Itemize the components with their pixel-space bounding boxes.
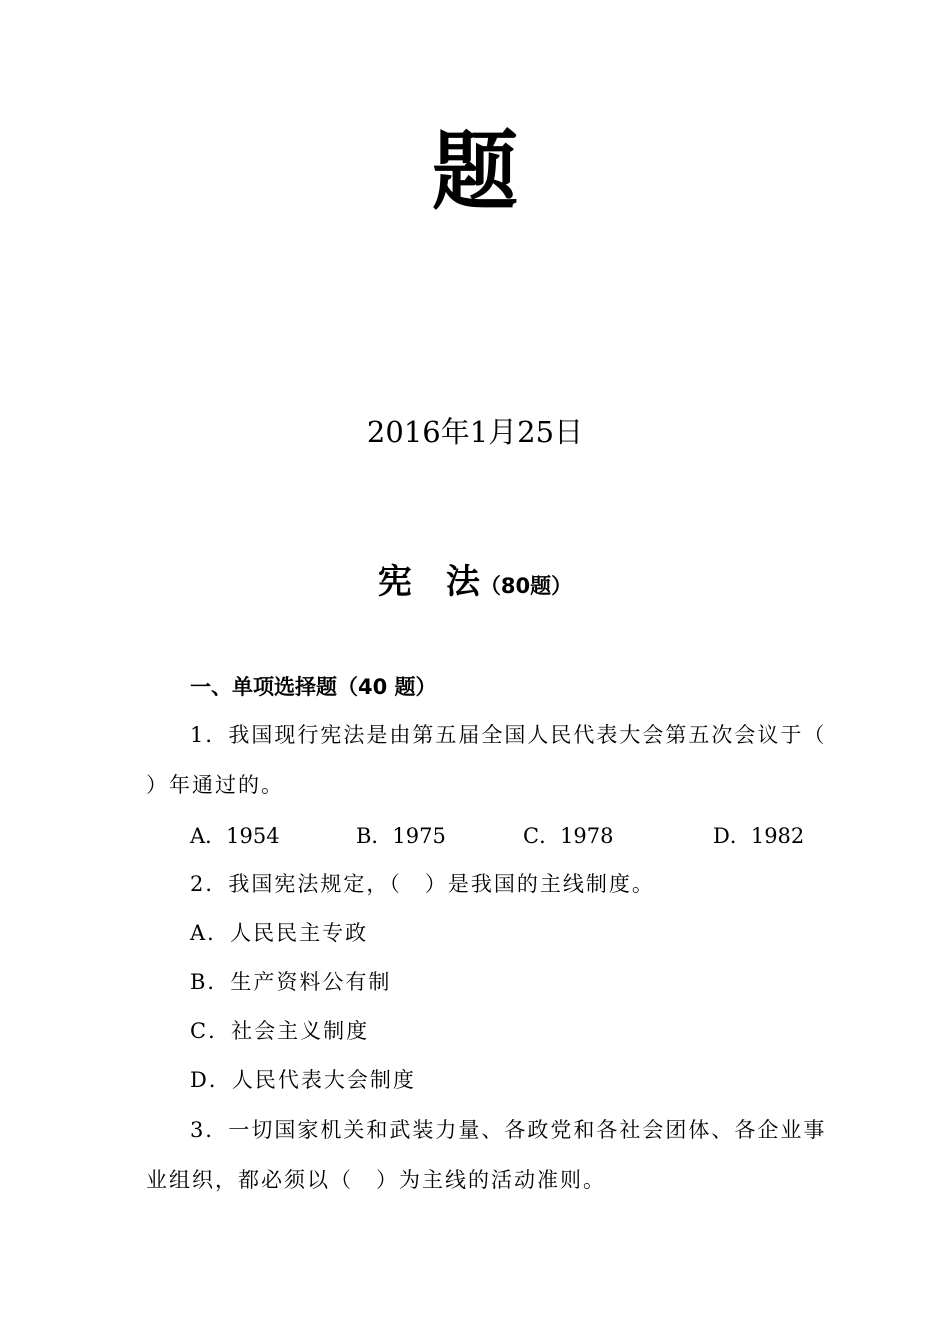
document-date: 2016年1月25日 bbox=[366, 415, 584, 449]
question-2-option-b: B．生产资料公有制 bbox=[190, 970, 392, 994]
part-heading: 一、单项选择题（40 题） bbox=[190, 675, 437, 699]
question-3-line-1: 3．一切国家机关和武装力量、各政党和各社会团体、各企业事 bbox=[190, 1118, 827, 1142]
question-1-line-1: 1．我国现行宪法是由第五届全国人民代表大会第五次会议于（ bbox=[190, 723, 827, 747]
question-1-option-a: A．1954 bbox=[190, 824, 280, 848]
section-subtitle: （80题） bbox=[479, 574, 573, 598]
question-1-line-2: ）年通过的。 bbox=[146, 773, 284, 797]
question-1-option-d: D．1982 bbox=[713, 824, 805, 848]
section-title-part2: 法 bbox=[445, 562, 480, 602]
section-title bbox=[0, 558, 950, 612]
question-1-option-c: C．1978 bbox=[523, 824, 614, 848]
document-title: 题 bbox=[432, 121, 518, 222]
question-1-option-b: B．1975 bbox=[356, 824, 446, 848]
question-2-line-1: 2．我国宪法规定，（ ）是我国的主线制度。 bbox=[190, 872, 655, 896]
question-3-line-2: 业组织，都必须以（ ）为主线的活动准则。 bbox=[146, 1168, 606, 1192]
question-2-option-d: D．人民代表大会制度 bbox=[190, 1068, 416, 1092]
question-2-option-a: A．人民民主专政 bbox=[190, 921, 369, 945]
section-title-part1: 宪 bbox=[377, 562, 412, 602]
question-2-option-c: C．社会主义制度 bbox=[190, 1019, 370, 1043]
